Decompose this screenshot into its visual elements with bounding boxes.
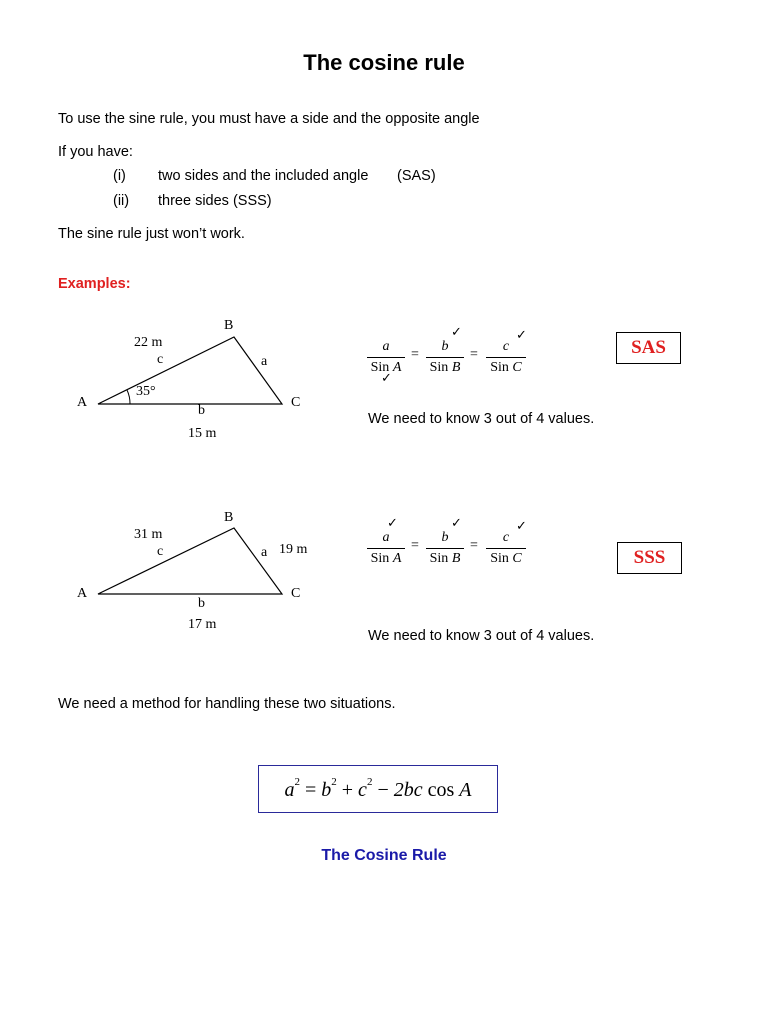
ex2-side-a: a — [261, 545, 268, 560]
method-text: We need a method for handling these two situations. — [58, 696, 396, 712]
ex1-vertex-B: B — [224, 318, 234, 333]
ex1-tick-b-icon: ✓ — [451, 325, 462, 340]
ex1-fraction-c: c Sin C — [486, 338, 526, 376]
ex2-vertex-B: B — [224, 510, 234, 525]
ex1-side-b: b — [198, 403, 205, 418]
if-you-have-text: If you have: — [58, 144, 133, 160]
ex1-equals-2: = — [470, 347, 478, 362]
ex1-sas-tag: SAS — [616, 332, 681, 364]
condition-1-text: two sides and the included angle — [158, 168, 369, 184]
ex2-side-a-length: 19 m — [279, 542, 308, 557]
ex2-vertex-C: C — [291, 586, 301, 601]
ex2-fraction-c: c Sin C — [486, 529, 526, 567]
ex1-fraction-b: b Sin B — [426, 338, 464, 376]
ex1-tick-A-icon: ✓ — [381, 371, 392, 386]
ex2-equals-1: = — [411, 538, 419, 553]
ex1-angle-A: 35° — [136, 384, 156, 399]
triangle-1 — [98, 337, 282, 404]
examples-heading: Examples: — [58, 276, 131, 292]
ex1-vertex-A: A — [77, 395, 88, 410]
ex2-side-c: c — [157, 544, 164, 559]
ex1-fraction-a: a Sin A — [367, 338, 405, 376]
ex2-tick-c-icon: ✓ — [516, 519, 527, 534]
ex1-side-c-length: 22 m — [134, 335, 163, 350]
ex1-vertex-C: C — [291, 395, 301, 410]
wont-work-text: The sine rule just won’t work. — [58, 226, 245, 242]
ex2-note: We need to know 3 out of 4 values. — [368, 628, 595, 644]
ex1-side-a: a — [261, 354, 268, 369]
condition-1-number: (i) — [113, 168, 126, 184]
ex1-side-b-length: 15 m — [188, 426, 217, 441]
page-title: The cosine rule — [303, 50, 465, 75]
condition-2-text: three sides (SSS) — [158, 193, 272, 209]
condition-1-tag: (SAS) — [397, 168, 436, 184]
angle-arc-A — [127, 390, 130, 404]
ex2-side-b-length: 17 m — [188, 617, 217, 632]
ex1-equals-1: = — [411, 347, 419, 362]
ex1-tick-c-icon: ✓ — [516, 328, 527, 343]
ex2-equals-2: = — [470, 538, 478, 553]
cosine-rule-formula: $a^2 = b^2 + c^2 - 2bc$ cos A — [258, 765, 498, 813]
ex2-sss-tag: SSS — [617, 542, 682, 574]
ex2-side-b: b — [198, 596, 205, 611]
intro-text: To use the sine rule, you must have a side and the opposite angle — [58, 111, 480, 127]
ex2-tick-b-icon: ✓ — [451, 516, 462, 531]
ex2-vertex-A: A — [77, 586, 88, 601]
ex2-side-c-length: 31 m — [134, 527, 163, 542]
cosine-rule-caption: The Cosine Rule — [321, 847, 447, 864]
ex1-note: We need to know 3 out of 4 values. — [368, 411, 595, 427]
ex2-fraction-b: b Sin B — [426, 529, 464, 567]
condition-2-number: (ii) — [113, 193, 130, 209]
ex2-fraction-a: a Sin A — [367, 529, 405, 567]
triangle-2 — [98, 528, 282, 594]
ex1-side-c: c — [157, 352, 164, 367]
ex2-tick-a-icon: ✓ — [387, 516, 398, 531]
